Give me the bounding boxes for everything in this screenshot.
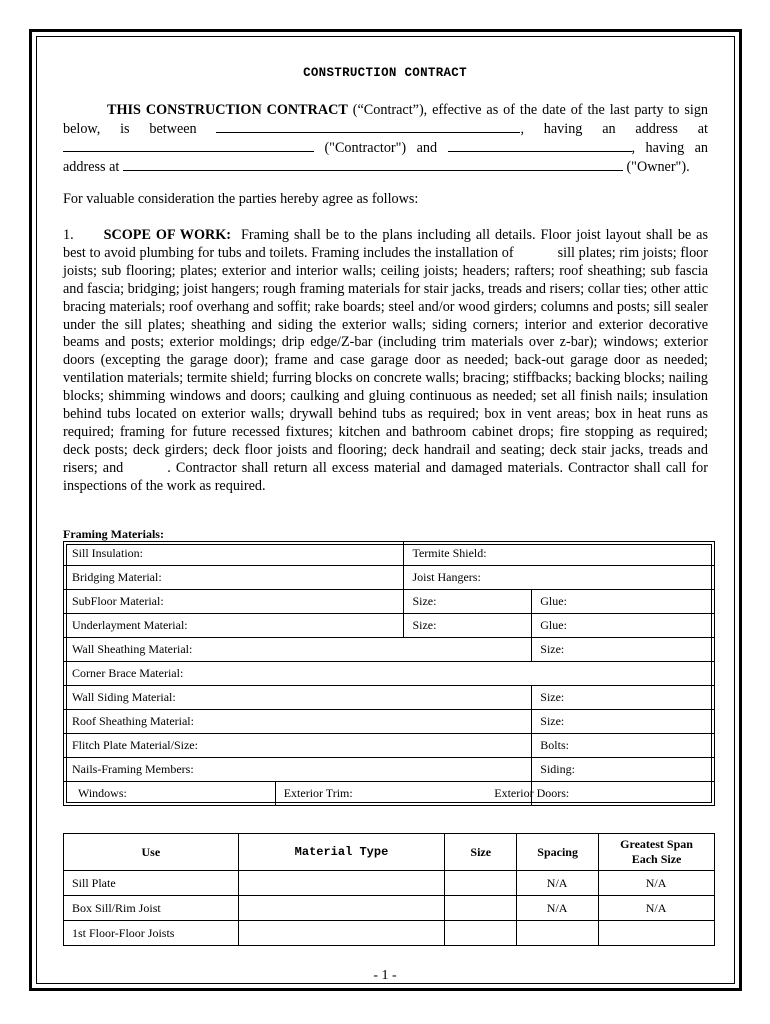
scope-paragraph — [63, 227, 708, 496]
header-material-type: Material Type — [238, 834, 445, 871]
corner-brace-material-field[interactable]: Corner Brace Material: — [64, 662, 715, 686]
scope-number: 1. — [63, 227, 74, 243]
underlayment-material-field[interactable]: Underlayment Material: — [64, 614, 404, 638]
termite-shield-field[interactable]: Termite Shield: — [404, 542, 715, 566]
consideration-paragraph: For valuable consideration the parties hereby agree as follows: — [63, 191, 419, 207]
row-size[interactable] — [445, 896, 517, 921]
table-row — [64, 542, 715, 566]
sill-insulation-field[interactable]: Sill Insulation: — [64, 542, 404, 566]
row-spacing: N/A — [517, 871, 599, 896]
intro-part2: , having an address at — [520, 120, 708, 137]
scope-text-c: . — [167, 459, 171, 476]
row-span: N/A — [599, 871, 715, 896]
flitch-plate-field[interactable]: Flitch Plate Material/Size: — [64, 734, 532, 758]
intro-part5: ("Owner"). — [622, 158, 690, 175]
wall-siding-material-field[interactable]: Wall Siding Material: — [64, 686, 532, 710]
intro-part4: , having an address at — [63, 139, 708, 175]
row-material-type[interactable] — [238, 871, 445, 896]
table-row — [64, 871, 715, 896]
exterior-trim-field[interactable]: Exterior Trim: — [275, 782, 532, 806]
table-row — [64, 638, 715, 662]
roof-sheathing-size-field[interactable]: Size: — [532, 710, 715, 734]
underlayment-glue-field[interactable]: Glue: — [532, 614, 715, 638]
contractor-name-blank[interactable] — [216, 120, 520, 133]
roof-sheathing-material-field[interactable]: Roof Sheathing Material: — [64, 710, 532, 734]
table-row — [64, 590, 715, 614]
row-size[interactable] — [445, 921, 517, 946]
table-row — [64, 896, 715, 921]
subfloor-material-field[interactable]: SubFloor Material: — [64, 590, 404, 614]
framing-materials-heading: Framing Materials: — [63, 527, 164, 541]
siding-field[interactable]: Siding: — [532, 758, 715, 782]
subfloor-glue-field[interactable]: Glue: — [532, 590, 715, 614]
row-spacing[interactable] — [517, 921, 599, 946]
header-spacing: Spacing — [517, 834, 599, 871]
intro-paragraph — [63, 102, 708, 177]
row-span[interactable] — [599, 921, 715, 946]
wall-sheathing-size-field[interactable]: Size: — [532, 638, 715, 662]
framing-schedule-table — [63, 833, 715, 946]
table-row — [64, 614, 715, 638]
table-row — [64, 662, 715, 686]
joist-hangers-field[interactable]: Joist Hangers: — [404, 566, 715, 590]
row-material-type[interactable] — [238, 921, 445, 946]
nails-framing-field[interactable]: Nails-Framing Members: — [64, 758, 532, 782]
document-title: CONSTRUCTION CONTRACT — [303, 66, 467, 80]
row-use: 1st Floor-Floor Joists — [64, 921, 239, 946]
table-row — [64, 782, 715, 806]
row-use: Box Sill/Rim Joist — [64, 896, 239, 921]
subfloor-size-field[interactable]: Size: — [404, 590, 532, 614]
exterior-doors-field[interactable] — [494, 782, 715, 806]
table-row — [64, 921, 715, 946]
header-greatest-span: Greatest Span Each Size — [599, 834, 715, 871]
row-size[interactable] — [445, 871, 517, 896]
underlayment-size-field[interactable]: Size: — [404, 614, 532, 638]
intro-part1: (“Contract”), effective as of the date of the last party to sign below, is between — [63, 102, 709, 137]
intro-lead: THIS CONSTRUCTION CONTRACT — [107, 102, 348, 118]
table-row — [64, 734, 715, 758]
scope-heading: SCOPE OF WORK: — [103, 227, 232, 243]
row-material-type[interactable] — [238, 896, 445, 921]
bridging-material-field[interactable]: Bridging Material: — [64, 566, 404, 590]
table-row — [64, 758, 715, 782]
framing-materials-table — [63, 541, 715, 806]
exterior-doors-label: Exterior Doors: — [494, 786, 570, 800]
table-row — [64, 566, 715, 590]
table-row — [64, 710, 715, 734]
header-size: Size — [445, 834, 517, 871]
scope-text-a: Framing shall be to the plans including all details. Floor joist layout shall be as best to avoid plumbing for tubs and toilets. Framing includes the installation of — [63, 227, 709, 261]
contractor-address-blank[interactable] — [63, 139, 314, 152]
row-spacing: N/A — [517, 896, 599, 921]
wall-sheathing-material-field[interactable]: Wall Sheathing Material: — [64, 638, 532, 662]
row-span: N/A — [599, 896, 715, 921]
intro-part3: ("Contractor") and — [314, 139, 448, 156]
windows-field[interactable]: Windows: — [64, 782, 276, 806]
wall-siding-size-field[interactable]: Size: — [532, 686, 715, 710]
scope-text-d: Contractor shall return all excess material and damaged materials. Contractor shall call for inspections of the work as required. — [63, 459, 708, 494]
header-use: Use — [64, 834, 239, 871]
scope-text-b: sill plates; rim joists; floor joists; sub flooring; plates; exterior and interior walls; ceiling joists; headers; rafters; roof sheathing; sub fascia and fascia; bridging; joist hangers; rough framing materials for stair jacks, treads and risers; collar ties; other attic bracing materials; roof overhang and soffit; rake boards; steel and/or wood girders; columns and posts; sill sealer under the sill plates; sheathing and siding the exterior walls; siding corners; interior and exterior decorative beams and posts; exterior moldings; drip edge/Z-bar (including trim materials over z-bar); windows; exterior doors (excepting the garage door); frame and case garage door as needed; back-out garage door as needed; ventilation materials; termite shield; furring blocks on concrete walls; bracing; stiffbacks; backing blocks; nailing blocks; shimming windows and doors; caulking and gluing continuous as needed; set all finish nails; insulation behind tubs located on exterior walls; drywall behind tubs as required; box in vent areas; box in heat runs as required; framing for future recessed fixtures; kitchen and bathroom cabinet drops; fire stopping as required; deck posts; deck girders; deck floor joists and flooring; deck handrail and seating; deck stair jacks, treads and risers; and — [63, 244, 708, 476]
owner-address-blank[interactable] — [123, 158, 623, 171]
table-header-row — [64, 834, 715, 871]
owner-name-blank[interactable] — [448, 139, 632, 152]
page-number: - 1 - — [373, 968, 397, 983]
row-use: Sill Plate — [64, 871, 239, 896]
bolts-field[interactable]: Bolts: — [532, 734, 715, 758]
table-row — [64, 686, 715, 710]
